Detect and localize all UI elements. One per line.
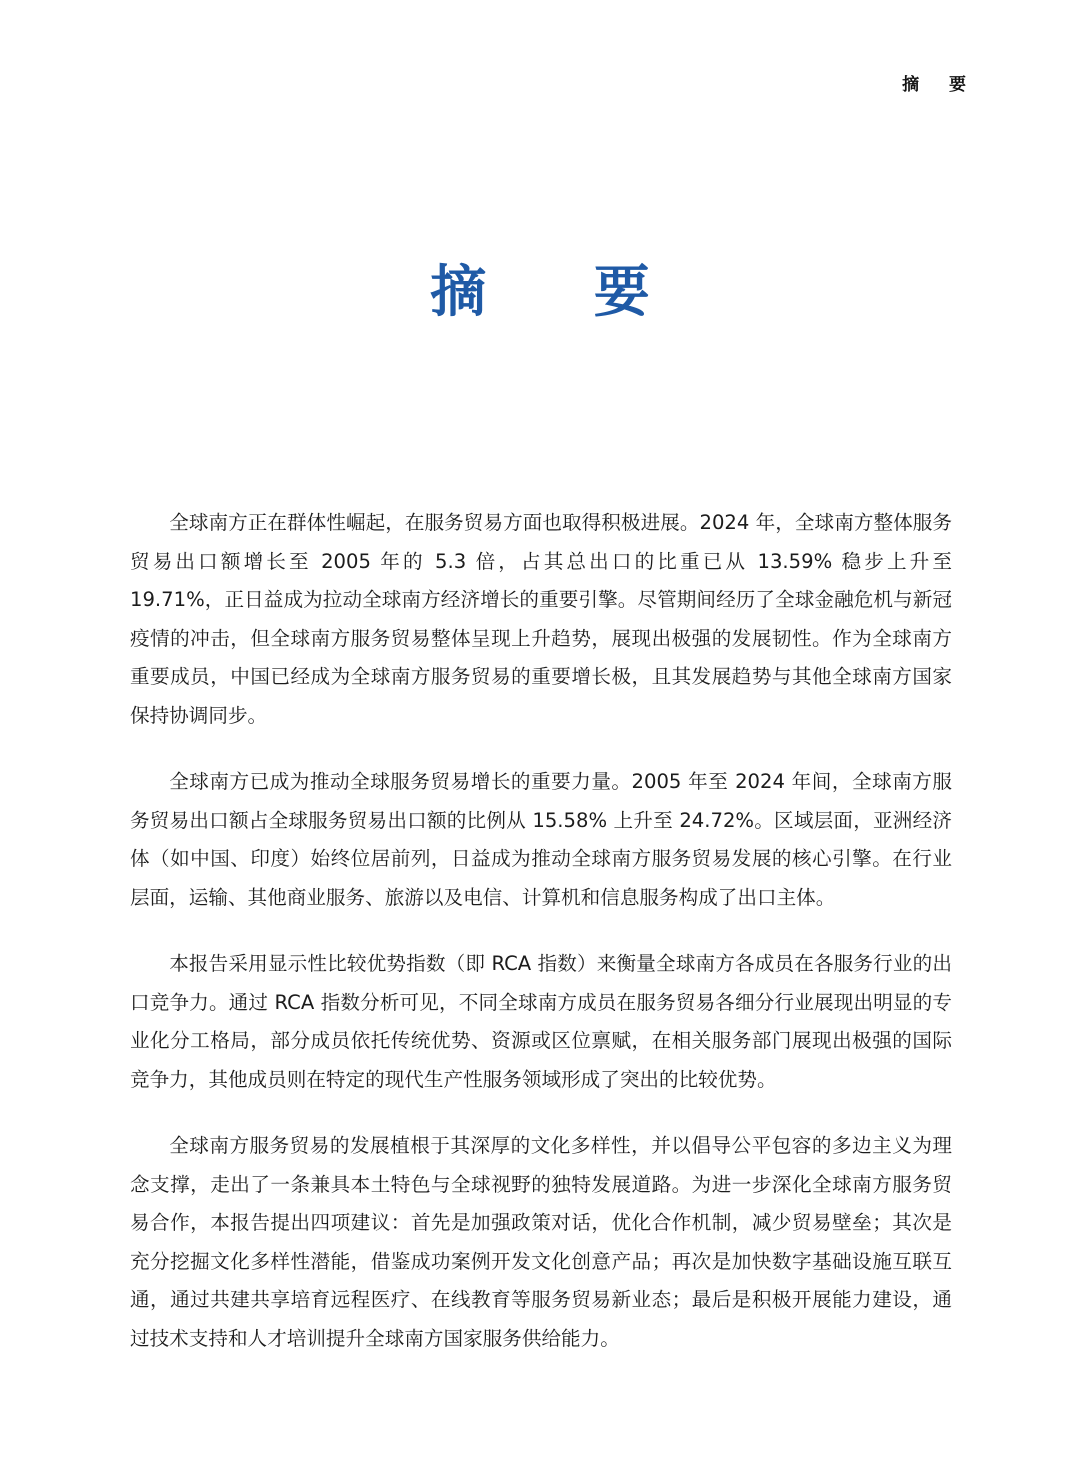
running-header: 摘 要 [902,75,978,95]
page-title: 摘 要 [430,260,694,325]
abstract-body [130,504,952,1386]
paragraph-1: 全球南方正在群体性崛起，在服务贸易方面也取得积极进展。2024 年，全球南方整体服务贸易出口额增长至 2005 年的 5.3 倍，占其总出口的比重已从 13.59% 稳步上升至 19.71%，正日益成为拉动全球南方经济增长的重要引擎。尽管期间经历了全球金融危机与新冠疫情的冲击，但全球南方服务贸易整体呈现上升趋势，展现出极强的发展韧性。作为全球南方重要成员，中国已经成为全球南方服务贸易的重要增长极，且其发展趋势与其他全球南方国家保持协调同步。 [130,511,952,727]
paragraph-3: 本报告采用显示性比较优势指数（即 RCA 指数）来衡量全球南方各成员在各服务行业的出口竞争力。通过 RCA 指数分析可见，不同全球南方成员在服务贸易各细分行业展现出明显的专业化分工格局，部分成员依托传统优势、资源或区位禀赋，在相关服务部门展现出极强的国际竞争力，其他成员则在特定的现代生产性服务领域形成了突出的比较优势。 [130,952,952,1091]
paragraph-4: 全球南方服务贸易的发展植根于其深厚的文化多样性，并以倡导公平包容的多边主义为理念支撑，走出了一条兼具本土特色与全球视野的独特发展道路。为进一步深化全球南方服务贸易合作，本报告提出四项建议：首先是加强政策对话，优化合作机制，减少贸易壁垒；其次是充分挖掘文化多样性潜能，借鉴成功案例开发文化创意产品；再次是加快数字基础设施互联互通，通过共建共享培育远程医疗、在线教育等服务贸易新业态；最后是积极开展能力建设，通过技术支持和人才培训提升全球南方国家服务供给能力。 [130,1134,952,1350]
paragraph-2: 全球南方已成为推动全球服务贸易增长的重要力量。2005 年至 2024 年间，全球南方服务贸易出口额占全球服务贸易出口额的比例从 15.58% 上升至 24.72%。区域层面，亚洲经济体（如中国、印度）始终位居前列，日益成为推动全球南方服务贸易发展的核心引擎。在行业层面，运输、其他商业服务、旅游以及电信、计算机和信息服务构成了出口主体。 [130,770,952,909]
